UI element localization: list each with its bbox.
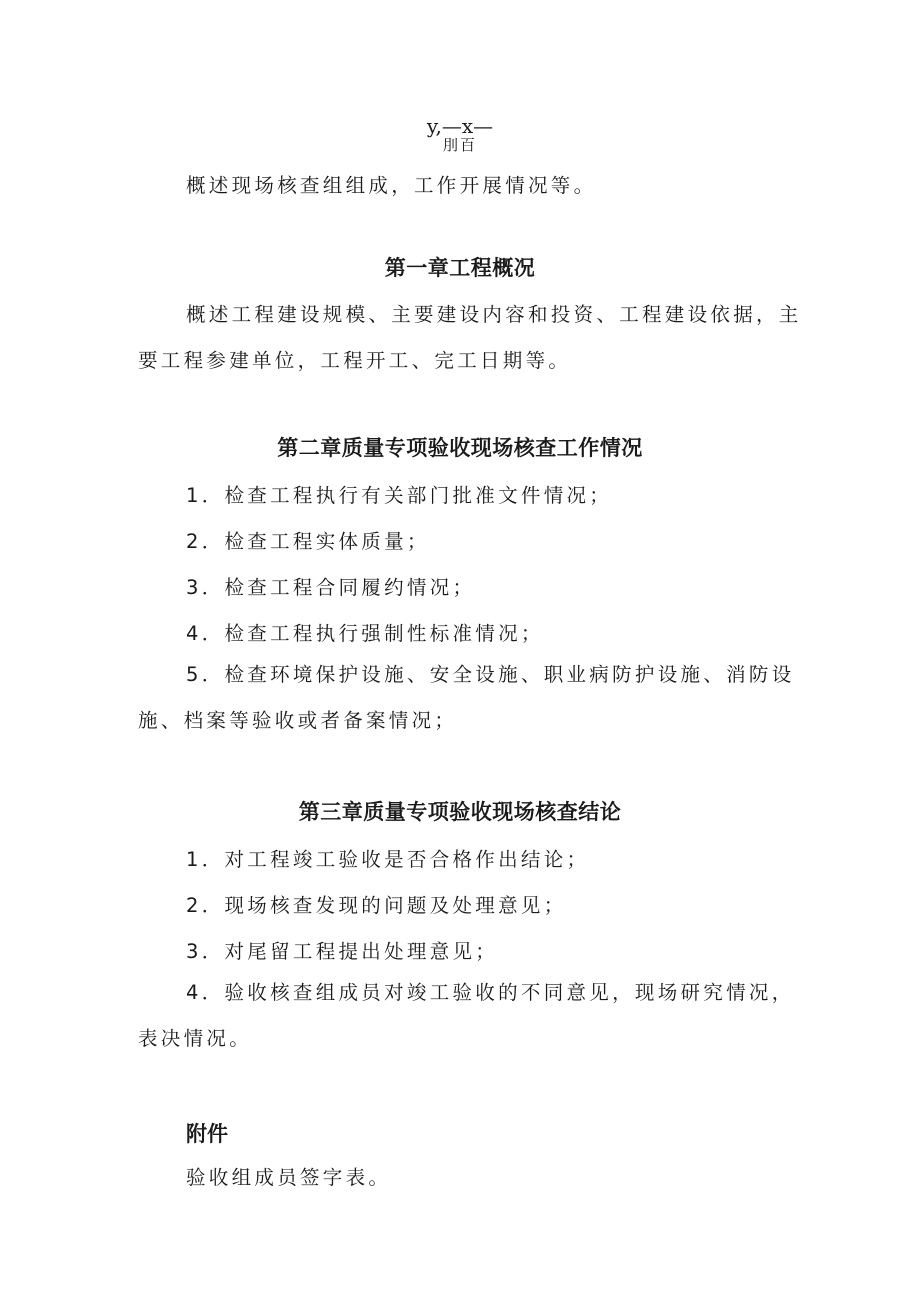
- appendix-title: 附件: [186, 1122, 228, 1146]
- chapter2-item-4: 4．检查工程执行强制性标准情况；: [186, 622, 544, 645]
- chapter2-item-1: 1．检查工程执行有关部门批准文件情况；: [186, 484, 613, 507]
- chapter3-title: 第三章质量专项验收现场核查结论: [298, 800, 622, 824]
- chapter2-item-3: 3．检查工程合同履约情况；: [186, 576, 476, 599]
- chapter2-item-5: 5．检查环境保护设施、安全设施、职业病防护设施、消防设施、档案等验收或者备案情况；: [138, 663, 795, 732]
- chapter3-item-3: 3．对尾留工程提出处理意见；: [186, 940, 499, 963]
- chapter3-item-1: 1．对工程竣工验收是否合格作出结论；: [186, 848, 590, 871]
- appendix-body: 验收组成员签字表。: [186, 1166, 392, 1189]
- chapter3-item-4: 4．验收核查组成员对竣工验收的不同意见，现场研究情况，表决情况。: [138, 981, 795, 1050]
- chapter2-title: 第二章质量专项验收现场核查工作情况: [277, 436, 643, 460]
- chapter1-body: 概述工程建设规模、主要建设内容和投资、工程建设依据，主要工程参建单位，工程开工、完工日期等。: [138, 303, 802, 372]
- chapter1-title: 第一章工程概况: [384, 256, 536, 280]
- intro-paragraph: 概述现场核查组组成，工作开展情况等。: [186, 174, 597, 197]
- preface-mark-bottom: 刖百: [442, 136, 477, 154]
- preface-mark-top: y,—x—: [426, 114, 494, 138]
- chapter2-item-2: 2．检查工程实体质量；: [186, 530, 430, 553]
- chapter3-item-2: 2．现场核查发现的问题及处理意见；: [186, 894, 567, 917]
